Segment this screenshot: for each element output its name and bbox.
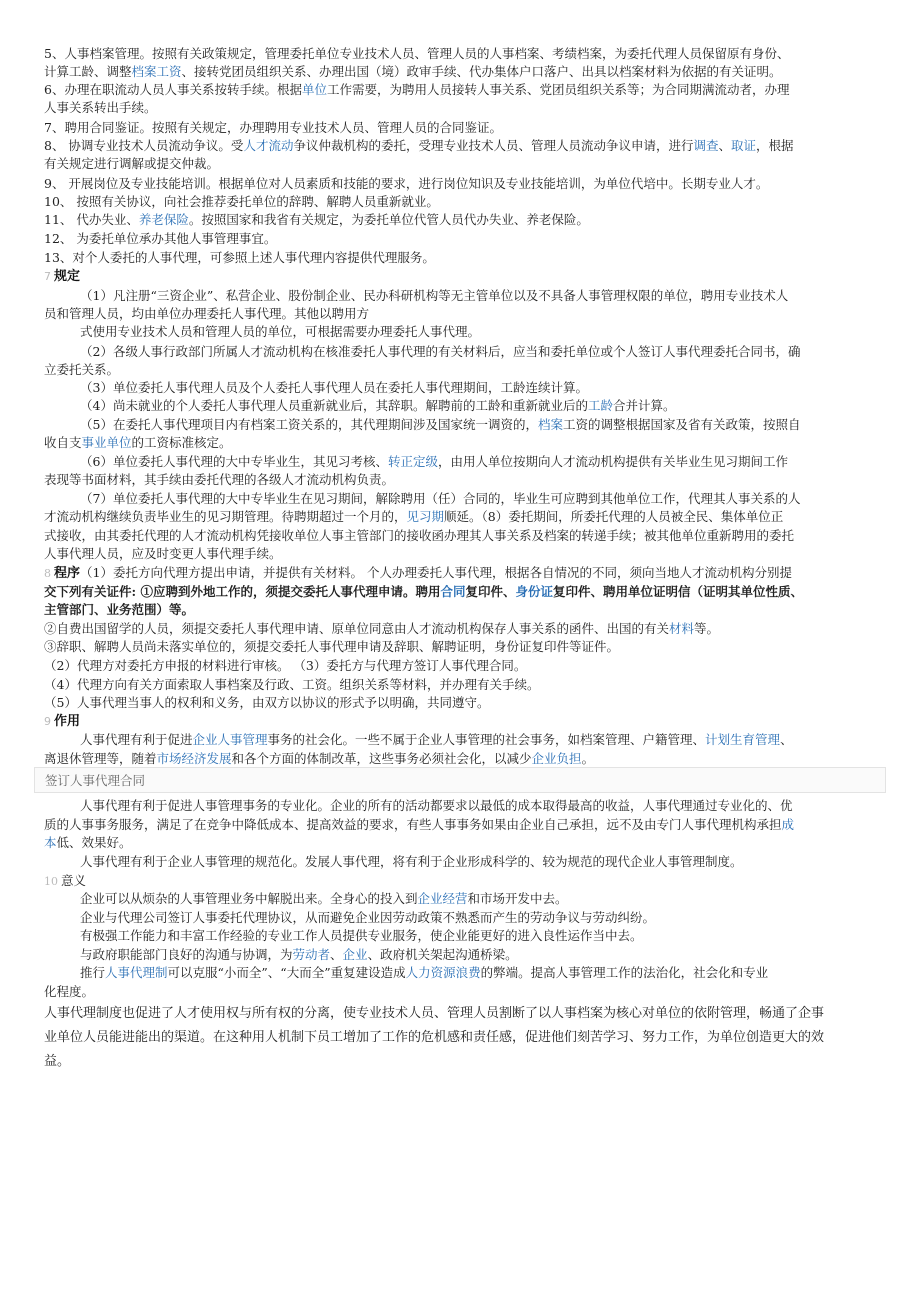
link-seniority[interactable]: 工龄 (587, 398, 613, 413)
section-heading-role: 9 作用 (44, 714, 81, 729)
item-6-line-2: 人事关系转出手续。 (44, 100, 157, 115)
after-line-2: 质的人事事务服务，满足了在竞争中降低成本、提高效益的要求，有些人事事务如果由企业自己承担，远不及由专门人事代理机构承担成 (44, 817, 795, 832)
role-line-1: 人事代理有利于促进企业人事管理事务的社会化。一些不属于企业人事管理的社会事务，如档案管理、户籍管理、计划生育管理、 (80, 732, 793, 747)
item-8-line-2: 有关规定进行调解或提交仲裁。 (44, 156, 220, 171)
procedure-line-7: （4）代理方向有关方面索取人事档案及行政、工资。组织关系等材料，并办理有关手续。 (44, 677, 540, 692)
rule-1-line-1: （1）凡注册“三资企业”、私营企业、股份制企业、民办科研机构等无主管单位以及不具备人事管理权限的单位，聘用专业技术人 (80, 288, 789, 303)
link-hr-waste[interactable]: 人力资源浪费 (405, 965, 481, 980)
item-9: 9、 开展岗位及专业技能培训。根据单位对人员素质和技能的要求，进行岗位知识及专业技能培训，为单位代培中。长期专业人才。 (44, 176, 769, 191)
rule-7-line-1: （7）单位委托人事代理的大中专毕业生在见习期间，解除聘用（任）合同的，毕业生可应聘到其他单位工作，代理其人事关系的人 (80, 491, 801, 506)
item-5-line-2: 计算工龄、调整档案工资、接转党团员组织关系、办理出国（境）政审手续、代办集体户口落户、出具以档案材料为依据的有关证明。 (44, 64, 782, 79)
link-pension-insurance[interactable]: 养老保险 (138, 212, 189, 227)
rule-4: （4）尚未就业的个人委托人事代理人员重新就业后，其辞职。解聘前的工龄和重新就业后的工龄合并计算。 (80, 398, 676, 413)
link-contract[interactable]: 合同 (440, 584, 466, 599)
rule-7-line-2: 才流动机构继续负责毕业生的见习期管理。待聘期超过一个月的，见习期顺延。（8）委托期间，所委托代理的人员被全民、集体单位正 (44, 509, 784, 524)
link-laborer[interactable]: 劳动者 (292, 947, 331, 962)
rule-8-line-2: 人事代理人员，应及时变更人事代理手续。 (44, 546, 282, 561)
procedure-line-8: （5）人事代理当事人的权利和义务，由双方以协议的形式予以明确，共同遵守。 (44, 695, 490, 710)
link-unit[interactable]: 单位 (301, 82, 327, 97)
item-11: 11、 代办失业、养老保险。按照国家和我省有关规定，为委托单位代管人员代办失业、养老保险。 (44, 212, 589, 227)
item-7: 7、聘用合同鉴证。按照有关规定，办理聘用专业技术人员、管理人员的合同鉴证。 (44, 120, 502, 135)
caption-label: 签订人事代理合同 (45, 773, 146, 788)
meaning-line-4: 与政府职能部门良好的沟通与协调，为劳动者、企业、政府机关架起沟通桥梁。 (80, 947, 518, 962)
link-probation[interactable]: 见习期 (406, 509, 445, 524)
meaning-line-3: 有极强工作能力和丰富工作经验的专业工作人员提供专业服务，使企业能更好的进入良性运作当中去。 (80, 928, 643, 943)
meaning-line-6: 化程度。 (44, 984, 95, 999)
rule-3: （3）单位委托人事代理人员及个人委托人事代理人员在委托人事代理期间，工龄连续计算。 (80, 380, 588, 395)
meaning-line-5: 推行人事代理制可以克服“小而全”、“大而全”重复建设造成人力资源浪费的弊端。提高人事管理工作的法治化，社会化和专业 (80, 965, 769, 980)
link-cost-2[interactable]: 本 (44, 835, 57, 850)
link-talent-flow[interactable]: 人才流动 (243, 138, 294, 153)
section-heading-procedure: 程序 (54, 566, 81, 581)
link-market-economy[interactable]: 市场经济发展 (156, 751, 232, 766)
after-line-3: 本低、效果好。 (44, 835, 132, 850)
rule-5-line-2: 收自支事业单位的工资标准核定。 (44, 435, 232, 450)
rule-5-line-1: （5）在委托人事代理项目内有档案工资关系的，其代理期间涉及国家统一调资的，档案工资的调整根据国家及省有关政策，按照自 (80, 417, 801, 432)
link-family-planning[interactable]: 计划生育管理 (705, 732, 781, 747)
procedure-line-4: ②自费出国留学的人员，须提交委托人事代理申请、原单位同意由人才流动机构保存人事关系的函件、出国的有关材料等。 (44, 621, 720, 636)
role-line-2: 离退休管理等，随着市场经济发展和各个方面的体制改革，这些事务必须社会化，以减少企业负担。 (44, 751, 595, 766)
link-hr-agency-system[interactable]: 人事代理制 (105, 965, 168, 980)
link-materials[interactable]: 材料 (669, 621, 695, 636)
procedure-line-2: 交下列有关证件: ①应聘到外地工作的，须提交委托人事代理申请。聘用合同复印件、身份证复印件、聘用单位证明信（证明其单位性质、 (44, 584, 804, 599)
link-evidence[interactable]: 取证 (731, 138, 757, 153)
rule-6-line-1: （6）单位委托人事代理的大中专毕业生，其见习考核、转正定级，由用人单位按期向人才流动机构提供有关毕业生见习期间工作 (80, 454, 788, 469)
rule-2-line-1: （2）各级人事行政部门所属人才流动机构在核准委托人事代理的有关材料后，应当和委托单位或个人签订人事代理委托合同书，确 (80, 344, 801, 359)
rule-1-line-3: 式使用专业技术人员和管理人员的单位，可根据需要办理委托人事代理。 (80, 324, 481, 339)
rule-2-line-2: 立委托关系。 (44, 362, 120, 377)
item-6-line-1: 6、办理在职流动人员人事关系按转手续。根据单位工作需要，为聘用人员接转人事关系、党团员组织关系等；为合同期满流动者，办理 (44, 82, 790, 97)
procedure-line-1: 8 程序（1）委托方向代理方提出申请，并提供有关材料。 个人办理委托人事代理，根据各自情况的不同，须向当地人才流动机构分别提 (44, 565, 792, 581)
link-enterprise[interactable]: 企业 (342, 947, 368, 962)
meaning-line-7: 人事代理制度也促进了人才使用权与所有权的分离，使专业技术人员、管理人员割断了以人事档案为核心对单位的依附管理，畅通了企事 (44, 1006, 825, 1021)
item-5-line-1: 5、人事档案管理。按照有关政策规定，管理委托单位专业技术人员、管理人员的人事档案、考绩档案，为委托代理人员保留原有身份、 (44, 46, 790, 61)
after-line-4: 人事代理有利于企业人事管理的规范化。发展人事代理，将有利于企业形成科学的、较为规范的现代企业人事管理制度。 (80, 854, 743, 869)
link-cost-1[interactable]: 成 (781, 817, 795, 832)
link-regularization[interactable]: 转正定级 (387, 454, 438, 469)
link-id-card[interactable]: 身份证 (515, 584, 554, 599)
link-archive-wage[interactable]: 档案工资 (131, 64, 182, 79)
link-investigation[interactable]: 调查 (693, 138, 719, 153)
link-public-institution[interactable]: 事业单位 (81, 435, 132, 450)
item-10: 10、 按照有关协议，向社会推荐委托单位的辞聘、解聘人员重新就业。 (44, 194, 439, 209)
caption-box (34, 767, 886, 793)
rule-6-line-2: 表现等书面材料，其手续由委托代理的各级人才流动机构负责。 (44, 472, 395, 487)
meaning-line-8: 业单位人员能进能出的渠道。在这种用人机制下员工增加了工作的危机感和责任感，促进他们刻苦学习、努力工作，为单位创造更大的效 (44, 1030, 825, 1045)
item-13: 13、对个人委托的人事代理，可参照上述人事代理内容提供代理服务。 (44, 250, 435, 265)
section-heading-rules: 7 规定 (44, 269, 81, 284)
link-business-operation[interactable]: 企业经营 (417, 891, 468, 906)
item-12: 12、 为委托单位承办其他人事管理事宜。 (44, 231, 277, 246)
section-heading-meaning: 10 意义 (44, 873, 87, 888)
meaning-line-2: 企业与代理公司签订人事委托代理协议，从而避免企业因劳动政策不熟悉而产生的劳动争议与劳动纠纷。 (80, 910, 656, 925)
link-enterprise-burden[interactable]: 企业负担 (531, 751, 582, 766)
after-line-1: 人事代理有利于促进人事管理事务的专业化。企业的所有的活动都要求以最低的成本取得最高的收益，人事代理通过专业化的、优 (80, 798, 793, 813)
item-8-line-1: 8、 协调专业技术人员流动争议。受人才流动争议仲裁机构的委托，受理专业技术人员、管理人员流动争议申请，进行调查、取证，根据 (44, 138, 794, 153)
meaning-line-1: 企业可以从烦杂的人事管理业务中解脱出来。全身心的投入到企业经营和市场开发中去。 (80, 891, 568, 906)
rule-8-line-1: 式接收，由其委托代理的人才流动机构凭接收单位人事主管部门的接收函办理其人事关系及档案的转递手续；被其他单位重新聘用的委托 (44, 528, 795, 543)
link-enterprise-hr[interactable]: 企业人事管理 (192, 732, 268, 747)
procedure-line-6: （2）代理方对委托方申报的材料进行审核。 （3）委托方与代理方签订人事代理合同。 (44, 658, 527, 673)
meaning-line-9: 益。 (44, 1054, 71, 1069)
procedure-line-5: ③辞职、解聘人员尚未落实单位的，须提交委托人事代理申请及辞职、解聘证明，身份证复印件等证件。 (44, 639, 620, 654)
link-archive[interactable]: 档案 (537, 417, 563, 432)
procedure-line-3: 主管部门、业务范围）等。 (44, 602, 195, 617)
rule-1-line-2: 员和管理人员，均由单位办理委托人事代理。其他以聘用方 (44, 306, 370, 321)
